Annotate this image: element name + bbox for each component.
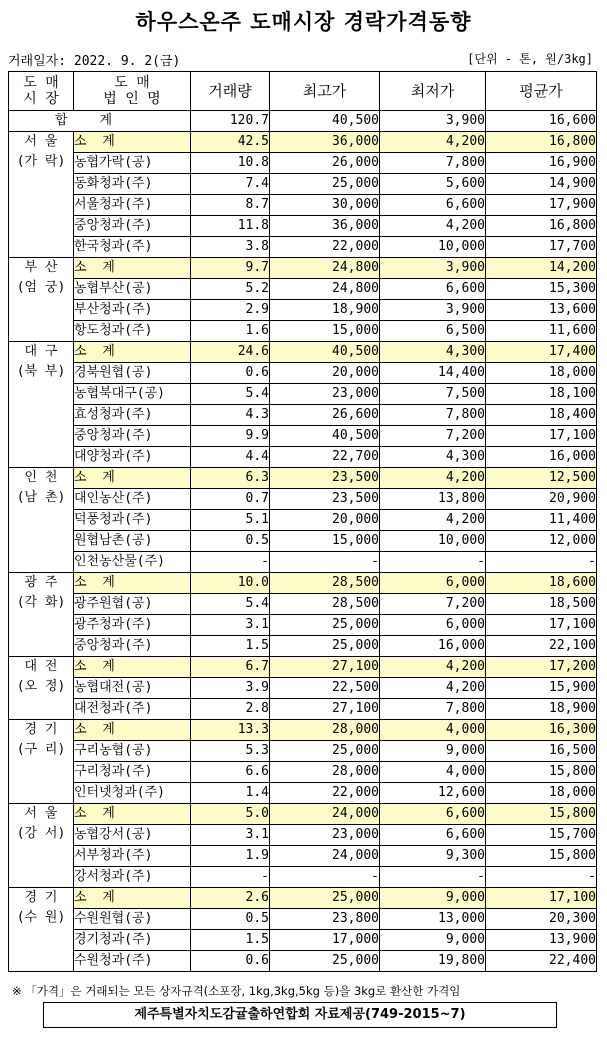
table-row	[9, 783, 597, 804]
subtotal-label: 소 계	[74, 468, 191, 489]
market-name-line2: (북 부)	[16, 364, 66, 379]
subtotal-avg: 16,300	[486, 720, 597, 741]
cell-max: 22,500	[270, 678, 380, 699]
subtotal-row	[9, 468, 597, 489]
table-row	[9, 321, 597, 342]
cell-avg: 15,300	[486, 279, 597, 300]
cell-max: 24,000	[270, 846, 380, 867]
subtotal-row	[9, 657, 597, 678]
cell-max: 25,000	[270, 636, 380, 657]
subtotal-avg: 16,800	[486, 132, 597, 153]
cell-min: 7,800	[380, 405, 486, 426]
firm-name: 광주원협(공)	[74, 594, 191, 615]
table-row	[9, 909, 597, 930]
table-row	[9, 363, 597, 384]
cell-avg: 14,900	[486, 174, 597, 195]
table-row	[9, 867, 597, 888]
cell-avg: 15,800	[486, 762, 597, 783]
price-table	[8, 71, 597, 972]
cell-max: 22,700	[270, 447, 380, 468]
market-name-line1: 대 전	[24, 659, 58, 674]
firm-name: 대전청과(주)	[74, 699, 191, 720]
subtotal-label: 소 계	[74, 720, 191, 741]
cell-volume: 3.8	[191, 237, 270, 258]
cell-volume: 5.3	[191, 741, 270, 762]
source-credit: 제주특별자치도감귤출하연합회 자료제공(749-2015~7)	[43, 1002, 557, 1028]
header-market-line2: 시 장	[23, 91, 59, 107]
cell-avg: 11,600	[486, 321, 597, 342]
cell-avg: 16,800	[486, 216, 597, 237]
table-row	[9, 636, 597, 657]
market-name-line2: (오 정)	[16, 679, 66, 694]
header-max: 최고가	[270, 72, 380, 111]
cell-max: 25,000	[270, 951, 380, 972]
cell-max: 40,500	[270, 426, 380, 447]
total-avg: 16,600	[486, 111, 597, 132]
table-row	[9, 699, 597, 720]
firm-name: 대양청과(주)	[74, 447, 191, 468]
cell-avg: 12,000	[486, 531, 597, 552]
table-body	[9, 111, 597, 972]
cell-avg: 16,500	[486, 741, 597, 762]
market-name-line1: 인 천	[24, 470, 58, 485]
market-name-line2: (남 촌)	[16, 490, 66, 505]
cell-avg: 20,900	[486, 489, 597, 510]
header-volume: 거래량	[191, 72, 270, 111]
header-market	[9, 72, 74, 111]
subtotal-max: 28,000	[270, 720, 380, 741]
cell-avg: 18,000	[486, 783, 597, 804]
subtotal-max: 40,500	[270, 342, 380, 363]
firm-name: 강서청과(주)	[74, 867, 191, 888]
firm-name: 구리청과(주)	[74, 762, 191, 783]
subtotal-max: 28,500	[270, 573, 380, 594]
total-row	[9, 111, 597, 132]
cell-avg: 15,800	[486, 846, 597, 867]
cell-volume: 1.9	[191, 846, 270, 867]
cell-max: 27,100	[270, 699, 380, 720]
cell-max: 23,000	[270, 825, 380, 846]
market-name	[9, 888, 74, 972]
cell-max: 15,000	[270, 321, 380, 342]
firm-name: 농협부산(공)	[74, 279, 191, 300]
cell-volume: -	[191, 552, 270, 573]
subtotal-min: 4,200	[380, 132, 486, 153]
subtotal-max: 36,000	[270, 132, 380, 153]
subtotal-min: 4,300	[380, 342, 486, 363]
total-min: 3,900	[380, 111, 486, 132]
subtotal-label: 소 계	[74, 804, 191, 825]
subtotal-max: 25,000	[270, 888, 380, 909]
firm-name: 원협남촌(공)	[74, 531, 191, 552]
table-row	[9, 279, 597, 300]
firm-name: 구리농협(공)	[74, 741, 191, 762]
firm-name: 동화청과(주)	[74, 174, 191, 195]
trade-date: 거래일자: 2022. 9. 2(금)	[8, 54, 181, 69]
cell-min: 14,400	[380, 363, 486, 384]
subtotal-min: 4,200	[380, 657, 486, 678]
cell-avg: 17,100	[486, 426, 597, 447]
header-row	[9, 72, 597, 111]
market-name-line2: (엄 궁)	[16, 280, 66, 295]
subtotal-row	[9, 132, 597, 153]
table-row	[9, 930, 597, 951]
cell-min: 19,800	[380, 951, 486, 972]
subtotal-min: 4,200	[380, 468, 486, 489]
subtotal-avg: 17,100	[486, 888, 597, 909]
cell-max: -	[270, 867, 380, 888]
market-name-line1: 대 구	[24, 344, 58, 359]
cell-volume: 7.4	[191, 174, 270, 195]
subtotal-max: 23,500	[270, 468, 380, 489]
cell-min: 6,600	[380, 279, 486, 300]
cell-min: 13,000	[380, 909, 486, 930]
subtotal-volume: 13.3	[191, 720, 270, 741]
firm-name: 경기청과(주)	[74, 930, 191, 951]
cell-volume: 0.7	[191, 489, 270, 510]
market-name	[9, 132, 74, 258]
header-firm-line1: 도 매	[114, 75, 150, 91]
cell-min: 12,600	[380, 783, 486, 804]
firm-name: 덕풍청과(주)	[74, 510, 191, 531]
market-name	[9, 804, 74, 888]
subtotal-row	[9, 573, 597, 594]
table-row	[9, 741, 597, 762]
firm-name: 농협북대구(공)	[74, 384, 191, 405]
firm-name: 한국청과(주)	[74, 237, 191, 258]
table-row	[9, 510, 597, 531]
subtotal-min: 6,000	[380, 573, 486, 594]
subtotal-label: 소 계	[74, 657, 191, 678]
cell-min: 7,800	[380, 153, 486, 174]
table-row	[9, 216, 597, 237]
cell-volume: 3.9	[191, 678, 270, 699]
table-row	[9, 489, 597, 510]
market-name-line1: 광 주	[24, 575, 58, 590]
cell-avg: 17,900	[486, 195, 597, 216]
cell-volume: 1.5	[191, 636, 270, 657]
market-name-line2: (강 서)	[16, 826, 66, 841]
firm-name: 서부청과(주)	[74, 846, 191, 867]
cell-avg: 15,900	[486, 678, 597, 699]
table-row	[9, 825, 597, 846]
subtotal-volume: 9.7	[191, 258, 270, 279]
cell-avg: 18,100	[486, 384, 597, 405]
firm-name: 인천농산물(주)	[74, 552, 191, 573]
market-name-line1: 경 기	[24, 722, 58, 737]
firm-name: 중앙청과(주)	[74, 216, 191, 237]
subtotal-max: 24,000	[270, 804, 380, 825]
cell-min: 10,000	[380, 237, 486, 258]
page-title: 하우스온주 도매시장 경락가격동향	[135, 10, 472, 34]
header-firm	[74, 72, 191, 111]
cell-avg: 17,100	[486, 615, 597, 636]
table-row	[9, 951, 597, 972]
subtotal-min: 3,900	[380, 258, 486, 279]
subtotal-volume: 6.3	[191, 468, 270, 489]
cell-avg: 18,000	[486, 363, 597, 384]
cell-max: 23,800	[270, 909, 380, 930]
subtotal-avg: 14,200	[486, 258, 597, 279]
firm-name: 경북원협(공)	[74, 363, 191, 384]
table-row	[9, 426, 597, 447]
cell-max: 15,000	[270, 531, 380, 552]
market-name-line1: 서 울	[24, 134, 58, 149]
subtotal-label: 소 계	[74, 573, 191, 594]
market-name	[9, 657, 74, 720]
firm-name: 농협강서(공)	[74, 825, 191, 846]
cell-min: 9,300	[380, 846, 486, 867]
subtotal-max: 27,100	[270, 657, 380, 678]
cell-max: 30,000	[270, 195, 380, 216]
cell-volume: 5.2	[191, 279, 270, 300]
market-name-line1: 부 산	[24, 260, 58, 275]
cell-volume: 5.4	[191, 384, 270, 405]
cell-max: 26,600	[270, 405, 380, 426]
total-label: 합계	[9, 111, 191, 132]
cell-volume: 4.3	[191, 405, 270, 426]
cell-avg: 16,900	[486, 153, 597, 174]
cell-volume: 3.1	[191, 615, 270, 636]
firm-name: 광주청과(주)	[74, 615, 191, 636]
cell-avg: 18,400	[486, 405, 597, 426]
cell-volume: 4.4	[191, 447, 270, 468]
table-row	[9, 594, 597, 615]
subtotal-volume: 6.7	[191, 657, 270, 678]
subtotal-label: 소 계	[74, 132, 191, 153]
cell-volume: 1.6	[191, 321, 270, 342]
market-name-line2: (각 화)	[16, 595, 66, 610]
market-name-line1: 서 울	[24, 806, 58, 821]
table-row	[9, 552, 597, 573]
subtotal-volume: 10.0	[191, 573, 270, 594]
cell-volume: 0.5	[191, 531, 270, 552]
price-note: ※ 「가격」은 거래되는 모든 상자규격(소포장, 1kg,3kg,5kg 등)을 3kg로 환산한 가격임	[12, 984, 461, 998]
subtotal-avg: 17,200	[486, 657, 597, 678]
table-row	[9, 195, 597, 216]
table-row	[9, 405, 597, 426]
subtotal-volume: 2.6	[191, 888, 270, 909]
firm-name: 중앙청과(주)	[74, 636, 191, 657]
subtotal-avg: 15,800	[486, 804, 597, 825]
unit-label: [단위 - 톤, 원/3kg]	[467, 52, 593, 66]
subtotal-volume: 42.5	[191, 132, 270, 153]
cell-volume: 0.5	[191, 909, 270, 930]
subtotal-volume: 24.6	[191, 342, 270, 363]
subtotal-row	[9, 804, 597, 825]
cell-min: 9,000	[380, 930, 486, 951]
subtotal-min: 9,000	[380, 888, 486, 909]
market-name	[9, 258, 74, 342]
cell-max: -	[270, 552, 380, 573]
market-name	[9, 468, 74, 573]
cell-volume: 11.8	[191, 216, 270, 237]
cell-avg: 18,500	[486, 594, 597, 615]
cell-avg: 18,900	[486, 699, 597, 720]
cell-min: 10,000	[380, 531, 486, 552]
table-row	[9, 237, 597, 258]
cell-volume: 1.5	[191, 930, 270, 951]
cell-max: 25,000	[270, 741, 380, 762]
cell-min: -	[380, 867, 486, 888]
cell-min: 13,800	[380, 489, 486, 510]
firm-name: 인터넷청과(주)	[74, 783, 191, 804]
cell-min: 7,200	[380, 594, 486, 615]
table-row	[9, 447, 597, 468]
cell-avg: 16,000	[486, 447, 597, 468]
market-name-line2: (가 락)	[16, 154, 66, 169]
cell-min: 4,200	[380, 216, 486, 237]
subtotal-label: 소 계	[74, 342, 191, 363]
firm-name: 중앙청과(주)	[74, 426, 191, 447]
total-volume: 120.7	[191, 111, 270, 132]
firm-name: 농협가락(공)	[74, 153, 191, 174]
cell-volume: 3.1	[191, 825, 270, 846]
cell-max: 36,000	[270, 216, 380, 237]
cell-volume: 10.8	[191, 153, 270, 174]
header-min: 최저가	[380, 72, 486, 111]
cell-volume: 1.4	[191, 783, 270, 804]
subtotal-row	[9, 258, 597, 279]
table-row	[9, 153, 597, 174]
cell-max: 28,500	[270, 594, 380, 615]
cell-max: 20,000	[270, 363, 380, 384]
cell-min: 4,000	[380, 762, 486, 783]
cell-max: 22,000	[270, 783, 380, 804]
market-name-line2: (수 원)	[16, 910, 66, 925]
firm-name: 수원원협(공)	[74, 909, 191, 930]
table-row	[9, 531, 597, 552]
cell-avg: 22,100	[486, 636, 597, 657]
cell-min: -	[380, 552, 486, 573]
table-row	[9, 384, 597, 405]
header-avg: 평균가	[486, 72, 597, 111]
cell-max: 28,000	[270, 762, 380, 783]
subtotal-label: 소 계	[74, 888, 191, 909]
cell-min: 7,500	[380, 384, 486, 405]
market-name	[9, 573, 74, 657]
cell-volume: -	[191, 867, 270, 888]
cell-min: 6,000	[380, 615, 486, 636]
cell-max: 18,900	[270, 300, 380, 321]
cell-volume: 5.1	[191, 510, 270, 531]
cell-volume: 8.7	[191, 195, 270, 216]
cell-min: 9,000	[380, 741, 486, 762]
market-name-line2: (구 리)	[16, 742, 66, 757]
cell-avg: 13,600	[486, 300, 597, 321]
cell-min: 4,300	[380, 447, 486, 468]
cell-avg: -	[486, 867, 597, 888]
table-row	[9, 762, 597, 783]
market-name	[9, 342, 74, 468]
cell-min: 5,600	[380, 174, 486, 195]
table-row	[9, 174, 597, 195]
cell-min: 16,000	[380, 636, 486, 657]
table-row	[9, 678, 597, 699]
subtotal-min: 4,000	[380, 720, 486, 741]
firm-name: 항도청과(주)	[74, 321, 191, 342]
cell-avg: 13,900	[486, 930, 597, 951]
cell-avg: 20,300	[486, 909, 597, 930]
firm-name: 수원청과(주)	[74, 951, 191, 972]
cell-avg: 11,400	[486, 510, 597, 531]
cell-volume: 6.6	[191, 762, 270, 783]
firm-name: 농협대전(공)	[74, 678, 191, 699]
total-max: 40,500	[270, 111, 380, 132]
cell-avg: 22,400	[486, 951, 597, 972]
subtotal-avg: 17,400	[486, 342, 597, 363]
cell-max: 25,000	[270, 174, 380, 195]
cell-max: 22,000	[270, 237, 380, 258]
cell-min: 6,500	[380, 321, 486, 342]
subtotal-avg: 18,600	[486, 573, 597, 594]
cell-volume: 0.6	[191, 363, 270, 384]
cell-volume: 0.6	[191, 951, 270, 972]
cell-min: 7,200	[380, 426, 486, 447]
cell-max: 17,000	[270, 930, 380, 951]
subtotal-label: 소 계	[74, 258, 191, 279]
header-market-line1: 도 매	[23, 75, 59, 91]
firm-name: 부산청과(주)	[74, 300, 191, 321]
cell-min: 3,900	[380, 300, 486, 321]
market-name	[9, 720, 74, 804]
firm-name: 효성청과(주)	[74, 405, 191, 426]
cell-max: 24,800	[270, 279, 380, 300]
cell-min: 6,600	[380, 825, 486, 846]
subtotal-row	[9, 888, 597, 909]
subtotal-volume: 5.0	[191, 804, 270, 825]
subtotal-row	[9, 342, 597, 363]
cell-max: 23,000	[270, 384, 380, 405]
cell-max: 26,000	[270, 153, 380, 174]
cell-max: 25,000	[270, 615, 380, 636]
cell-avg: 15,700	[486, 825, 597, 846]
cell-avg: 17,700	[486, 237, 597, 258]
cell-max: 20,000	[270, 510, 380, 531]
firm-name: 서울청과(주)	[74, 195, 191, 216]
cell-min: 4,200	[380, 510, 486, 531]
subtotal-row	[9, 720, 597, 741]
cell-volume: 2.9	[191, 300, 270, 321]
header-firm-line2: 법 인 명	[103, 91, 161, 107]
firm-name: 대인농산(주)	[74, 489, 191, 510]
cell-volume: 5.4	[191, 594, 270, 615]
cell-min: 7,800	[380, 699, 486, 720]
cell-min: 6,600	[380, 195, 486, 216]
cell-volume: 9.9	[191, 426, 270, 447]
table-row	[9, 300, 597, 321]
subtotal-max: 24,800	[270, 258, 380, 279]
table-row	[9, 846, 597, 867]
cell-volume: 2.8	[191, 699, 270, 720]
cell-min: 4,200	[380, 678, 486, 699]
subtotal-avg: 12,500	[486, 468, 597, 489]
table-row	[9, 615, 597, 636]
market-name-line1: 경 기	[24, 890, 58, 905]
cell-avg: -	[486, 552, 597, 573]
cell-max: 23,500	[270, 489, 380, 510]
subtotal-min: 6,600	[380, 804, 486, 825]
